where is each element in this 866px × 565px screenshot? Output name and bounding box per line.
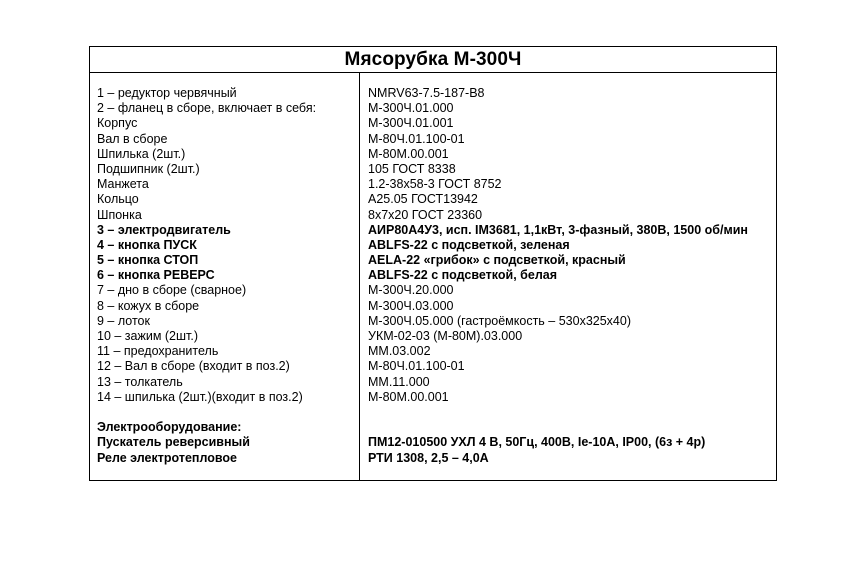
part-code: М-80Ч.01.100-01 xyxy=(368,359,465,374)
part-code: М-80М.00.001 xyxy=(368,146,449,161)
electrical-item-name: Реле электротепловое xyxy=(97,450,237,465)
part-code: ABLFS-22 с подсветкой, зеленая xyxy=(368,237,570,252)
electrical-item-code: РТИ 1308, 2,5 – 4,0А xyxy=(368,450,489,465)
part-code: 105 ГОСТ 8338 xyxy=(368,161,456,176)
part-name: 5 – кнопка СТОП xyxy=(97,253,199,268)
spacer xyxy=(368,420,748,435)
electrical-item-name: Пускатель реверсивный xyxy=(97,435,250,450)
part-name: 10 – зажим (2шт.) xyxy=(97,329,199,343)
table-body xyxy=(90,73,776,480)
table-title: Мясорубка М-300Ч xyxy=(90,47,776,73)
part-code: М-300Ч.03.000 xyxy=(368,298,454,313)
part-code: ММ.11.000 xyxy=(368,374,430,389)
part-name: Шпилька (2шт.) xyxy=(97,146,186,161)
part-code: AELA-22 «грибок» с подсветкой, красный xyxy=(368,253,626,268)
part-name: Подшипник (2шт.) xyxy=(97,161,200,176)
part-code: М-300Ч.01.000 xyxy=(368,101,454,116)
part-codes-column xyxy=(368,86,748,466)
part-name: 2 – фланец в сборе, включает в себя: xyxy=(97,101,317,116)
part-code: М-80М.00.001 xyxy=(368,389,449,404)
spec-table xyxy=(89,46,777,481)
spacer xyxy=(368,405,748,420)
part-name: 13 – толкатель xyxy=(97,374,183,389)
part-name: Кольцо xyxy=(97,192,139,207)
part-code: 8х7х20 ГОСТ 23360 xyxy=(368,207,483,222)
electrical-item-code: ПМ12-010500 УХЛ 4 В, 50Гц, 400В, Ie-10A, IP00, (6з + 4р) xyxy=(368,435,706,450)
part-name: Вал в сборе xyxy=(97,131,168,146)
part-code: УКМ-02-03 (М-80М).03.000 xyxy=(368,329,523,343)
part-name: 12 – Вал в сборе (входит в поз.2) xyxy=(97,359,290,374)
part-name: 1 – редуктор червячный xyxy=(97,86,237,100)
part-code: NMRV63-7.5-187-B8 xyxy=(368,86,485,100)
part-code: М-80Ч.01.100-01 xyxy=(368,131,465,146)
column-divider xyxy=(359,73,360,480)
part-code: ABLFS-22 с подсветкой, белая xyxy=(368,268,558,283)
part-name: 14 – шпилька (2шт.)(входит в поз.2) xyxy=(97,389,303,404)
spacer xyxy=(97,405,316,420)
part-name: 3 – электродвигатель xyxy=(97,222,231,237)
part-name: 6 – кнопка РЕВЕРС xyxy=(97,268,215,283)
part-code: ММ.03.002 xyxy=(368,344,431,359)
part-name: Манжета xyxy=(97,177,149,192)
part-name: 11 – предохранитель xyxy=(97,344,219,359)
part-code: М-300Ч.05.000 (гастроёмкость – 530х325х40) xyxy=(368,313,631,328)
part-code: А25.05 ГОСТ13942 xyxy=(368,192,478,207)
part-name: Шпонка xyxy=(97,207,142,222)
electrical-heading: Электрооборудование: xyxy=(97,420,242,435)
part-name: 7 – дно в сборе (сварное) xyxy=(97,283,247,298)
part-code: 1.2-38х58-3 ГОСТ 8752 xyxy=(368,177,502,192)
part-name: 9 – лоток xyxy=(97,313,150,328)
part-code: М-300Ч.01.001 xyxy=(368,116,454,131)
part-names-column xyxy=(97,86,316,466)
part-name: Корпус xyxy=(97,116,138,131)
part-name: 4 – кнопка ПУСК xyxy=(97,237,197,252)
part-name: 8 – кожух в сборе xyxy=(97,298,200,313)
part-code: М-300Ч.20.000 xyxy=(368,283,454,298)
part-code: АИР80А4У3, исп. IM3681, 1,1кВт, 3-фазный, 380В, 1500 об/мин xyxy=(368,222,748,237)
